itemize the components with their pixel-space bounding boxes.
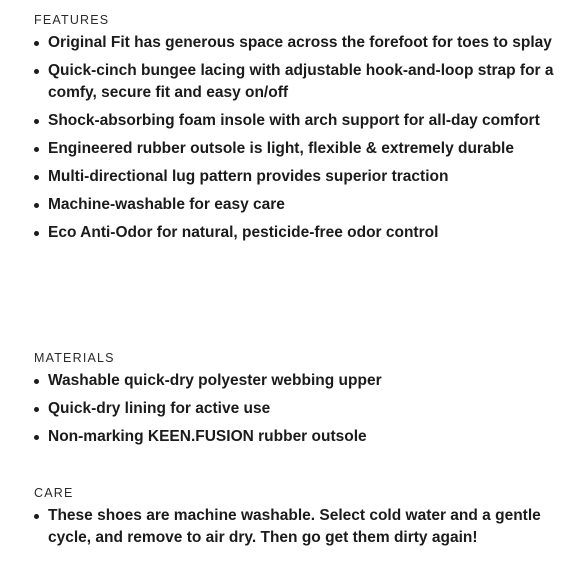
list-item-text: Quick-cinch bungee lacing with adjustable hook-and-loop strap for a comfy, secure fit and easy on/off — [48, 62, 554, 101]
bullet-icon — [34, 119, 39, 124]
bullet-icon — [34, 147, 39, 152]
bullet-icon — [34, 69, 39, 74]
materials-list — [34, 370, 554, 448]
list-item — [34, 32, 554, 54]
materials-section — [34, 350, 554, 454]
care-list — [34, 505, 554, 549]
bullet-icon — [34, 203, 39, 208]
list-item — [34, 505, 554, 549]
features-section — [34, 12, 554, 250]
materials-heading: MATERIALS — [34, 351, 115, 365]
bullet-icon — [34, 379, 39, 384]
bullet-icon — [34, 231, 39, 236]
list-item-text: Original Fit has generous space across the forefoot for toes to splay — [48, 34, 552, 51]
list-item-text: Quick-dry lining for active use — [48, 400, 271, 417]
list-item — [34, 222, 554, 244]
features-heading: FEATURES — [34, 13, 110, 27]
bullet-icon — [34, 514, 39, 519]
list-item-text: Eco Anti-Odor for natural, pesticide-free odor control — [48, 224, 439, 241]
list-item — [34, 370, 554, 392]
bullet-icon — [34, 407, 39, 412]
bullet-icon — [34, 175, 39, 180]
bullet-icon — [34, 41, 39, 46]
list-item-text: Non-marking KEEN.FUSION rubber outsole — [48, 428, 367, 445]
list-item — [34, 398, 554, 420]
bullet-icon — [34, 435, 39, 440]
list-item-text: Shock-absorbing foam insole with arch support for all-day comfort — [48, 112, 540, 129]
list-item-text: Engineered rubber outsole is light, flexible & extremely durable — [48, 140, 514, 157]
list-item — [34, 194, 554, 216]
list-item-text: Machine-washable for easy care — [48, 196, 285, 213]
list-item — [34, 426, 554, 448]
list-item — [34, 110, 554, 132]
list-item-text: These shoes are machine washable. Select cold water and a gentle cycle, and remove to air dry. Then go get them dirty again! — [48, 507, 541, 546]
features-list — [34, 32, 554, 244]
list-item — [34, 138, 554, 160]
list-item-text: Washable quick-dry polyester webbing upper — [48, 372, 382, 389]
care-section — [34, 485, 554, 555]
list-item-text: Multi-directional lug pattern provides superior traction — [48, 168, 449, 185]
care-heading: CARE — [34, 486, 74, 500]
list-item — [34, 60, 554, 104]
list-item — [34, 166, 554, 188]
